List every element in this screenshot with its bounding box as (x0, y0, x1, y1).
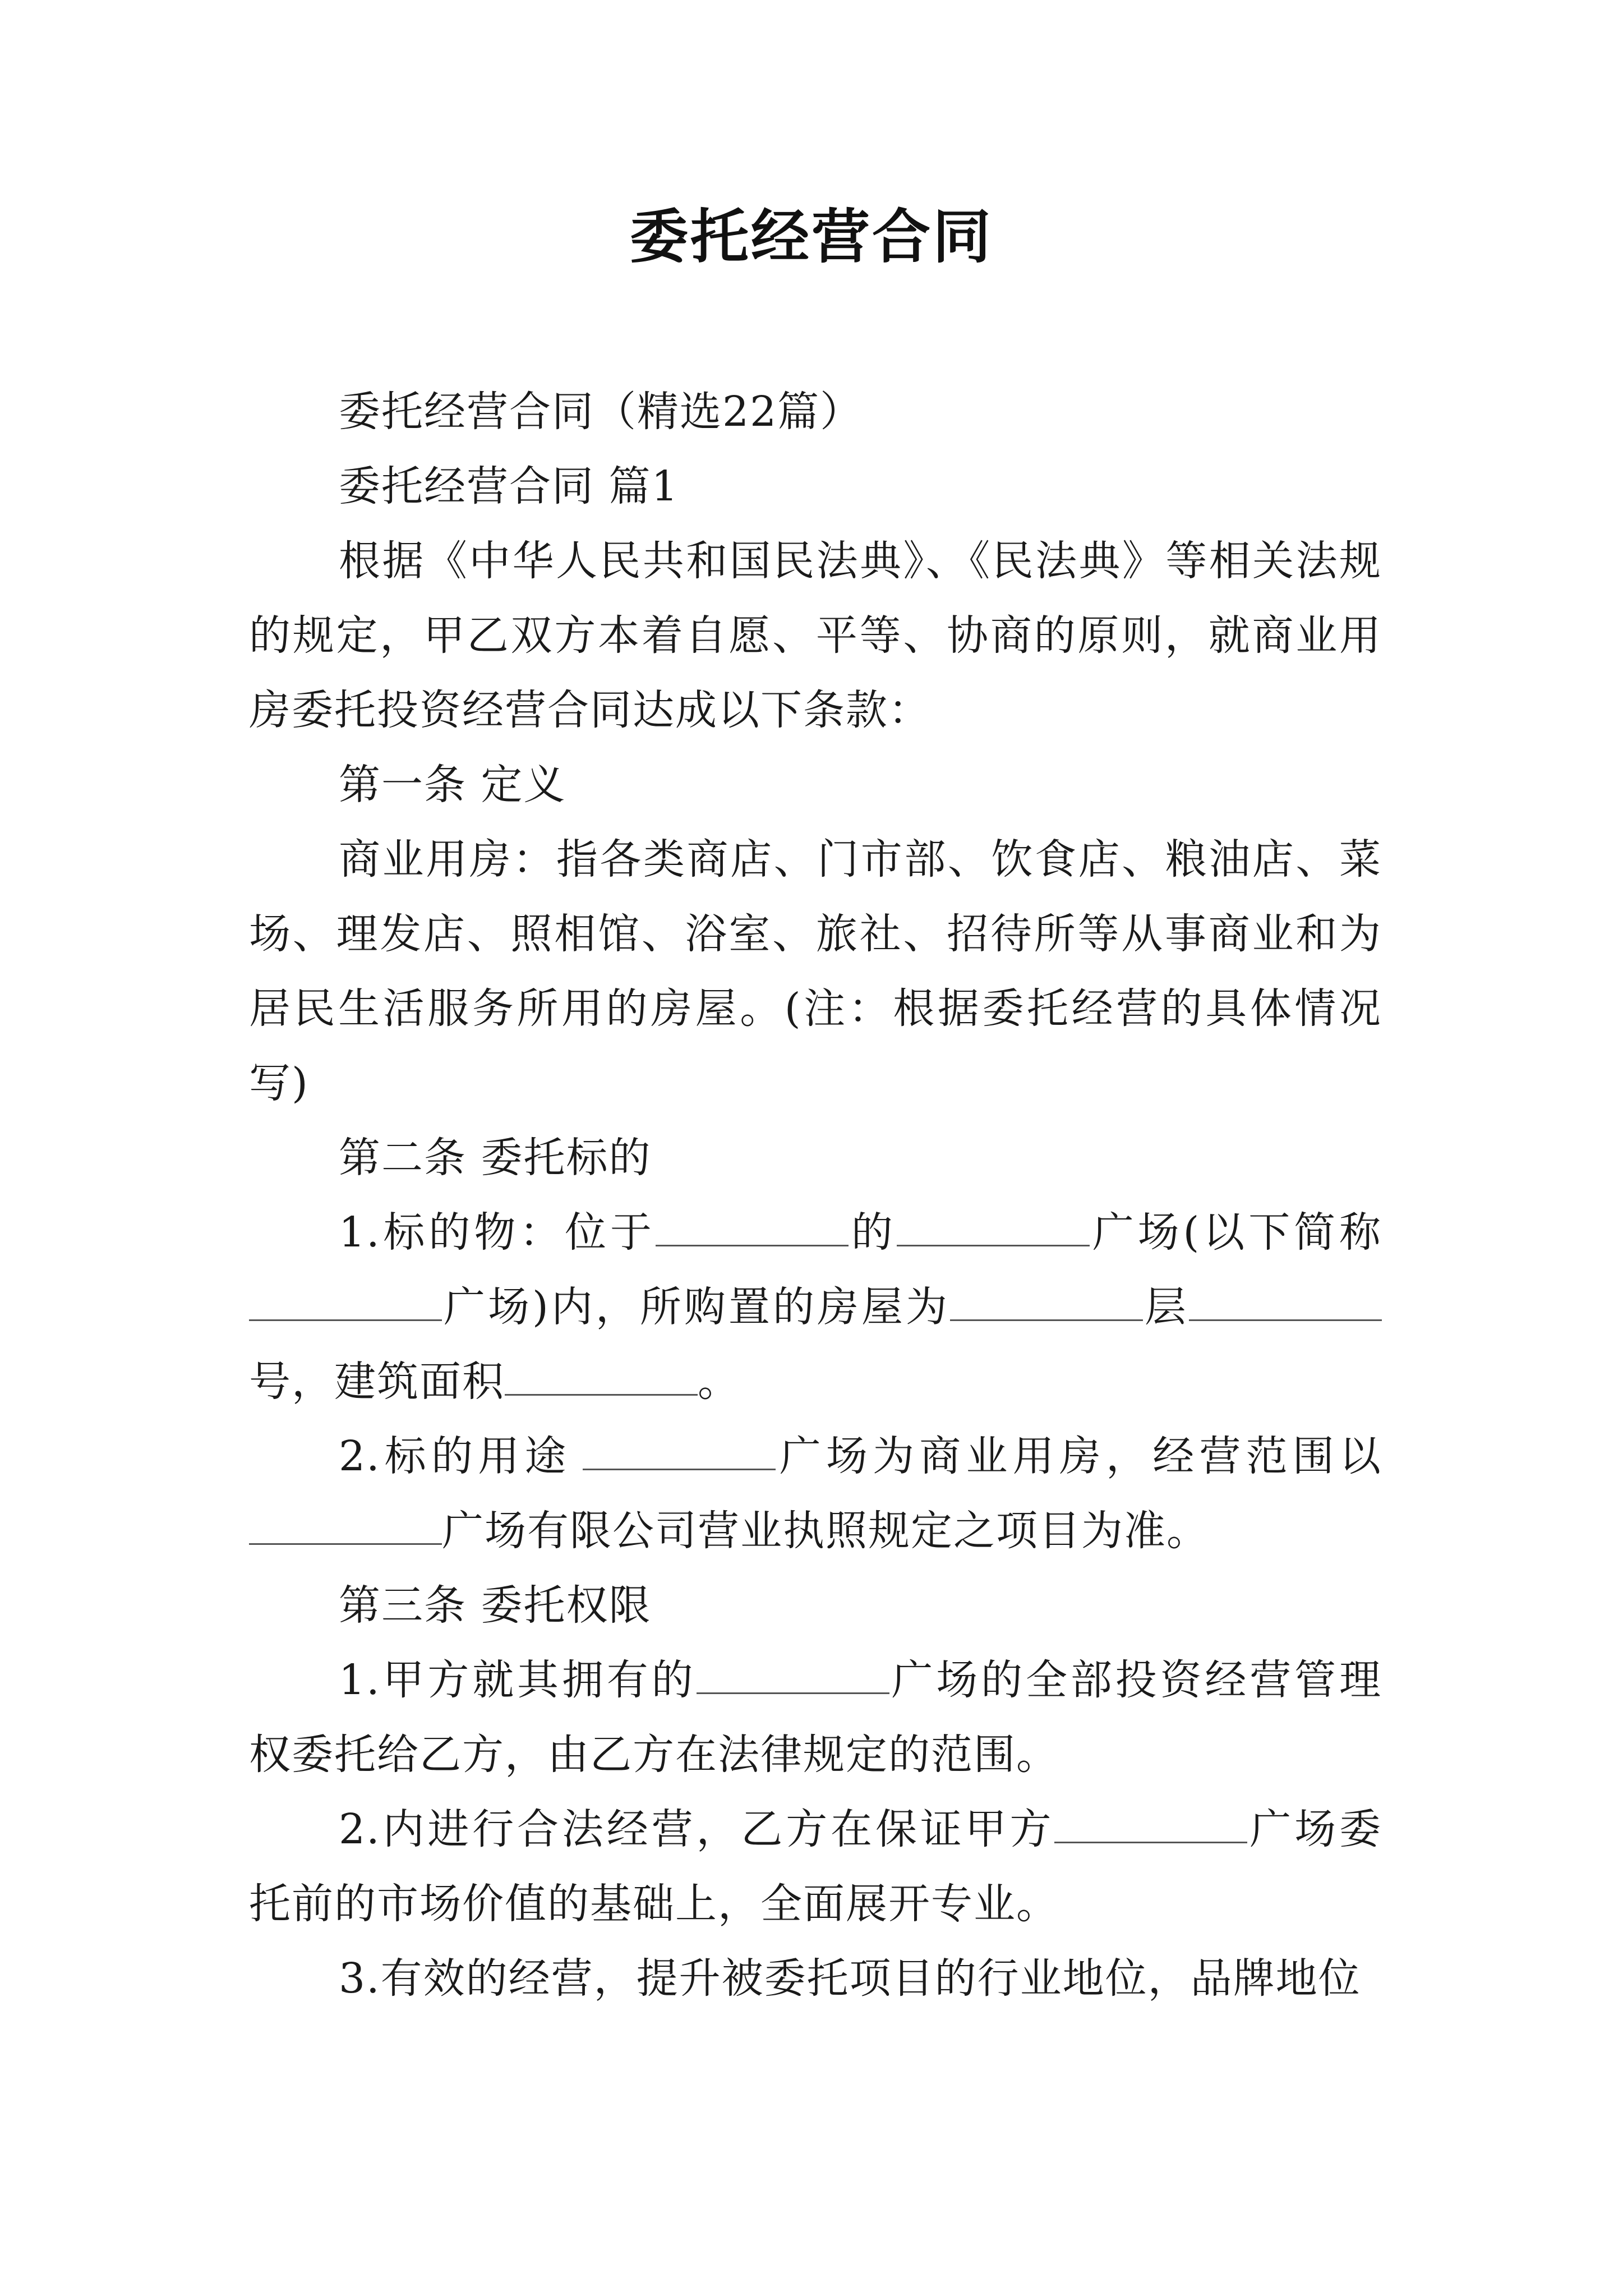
article2-item1-text-3: 广场(以下简称 (1089, 1208, 1382, 1257)
article2-item1 (249, 1195, 1382, 1419)
article3-item2-text-2: 广场委托前的市场价值的基础上，全面展开专业。 (249, 1805, 1382, 1928)
article2-item2-text-3: 广场有限公司营业执照规定之项目为准。 (442, 1507, 1209, 1555)
article2-item2-text-1: 2.标的用途 (339, 1432, 571, 1480)
blank-line (697, 1657, 889, 1694)
article2-item1-text-7: 。 (698, 1358, 740, 1406)
blank-line (249, 1507, 442, 1545)
article2-heading: 第二条 委托标的 (339, 1134, 652, 1182)
article2-item2-text-2: 广场为商业用房，经营范围以 (775, 1432, 1382, 1480)
article3-item1-text-1: 1.甲方就其拥有的 (339, 1656, 697, 1704)
blank-line (950, 1283, 1143, 1321)
article3-item3: 3.有效的经营，提升被委托项目的行业地位，品牌地位 (339, 1954, 1361, 2003)
document-title: 委托经营合同 (629, 202, 993, 271)
article1-heading: 第一条 定义 (339, 761, 566, 809)
article2-item1-text-2: 的 (848, 1208, 897, 1257)
blank-line (505, 1358, 698, 1396)
article3-heading: 第三条 委托权限 (339, 1581, 652, 1630)
blank-line (897, 1209, 1090, 1246)
blank-line (1054, 1806, 1247, 1843)
article2-item1-text-1: 1.标的物：位于 (339, 1208, 656, 1257)
blank-line (583, 1433, 776, 1470)
document-body (249, 375, 1382, 2016)
blank-line (656, 1209, 849, 1246)
article2-item2 (249, 1419, 1382, 1568)
blank-line (1189, 1283, 1382, 1321)
article2-item1-text-6: 号，建筑面积 (249, 1358, 505, 1406)
blank-line (249, 1283, 442, 1321)
intro-paragraph: 根据《中华人民共和国民法典》、《民法典》等相关法规的规定，甲乙双方本着自愿、平等、协商的原则，就商业用房委托投资经营合同达成以下条款： (249, 537, 1382, 734)
article3-item2 (249, 1792, 1382, 1941)
article1-text: 商业用房：指各类商店、门市部、饮食店、粮油店、菜场、理发店、照相馆、浴室、旅社、招待所等从事商业和为居民生活服务所用的房屋。(注：根据委托经营的具体情况写) (249, 835, 1382, 1107)
article3-item1-text-2: 广场的全部投资经营管理权委托给乙方，由乙方在法律规定的范围。 (249, 1656, 1382, 1779)
section-heading: 委托经营合同 篇1 (339, 462, 679, 510)
article3-item2-text-1: 2.内进行合法经营，乙方在保证甲方 (339, 1805, 1055, 1853)
article2-item1-text-5: 层 (1142, 1283, 1189, 1331)
document-subtitle: 委托经营合同（精选22篇） (339, 388, 863, 436)
article2-item1-text-4: 广场)内，所购置的房屋为 (442, 1283, 950, 1331)
article3-item1 (249, 1643, 1382, 1792)
